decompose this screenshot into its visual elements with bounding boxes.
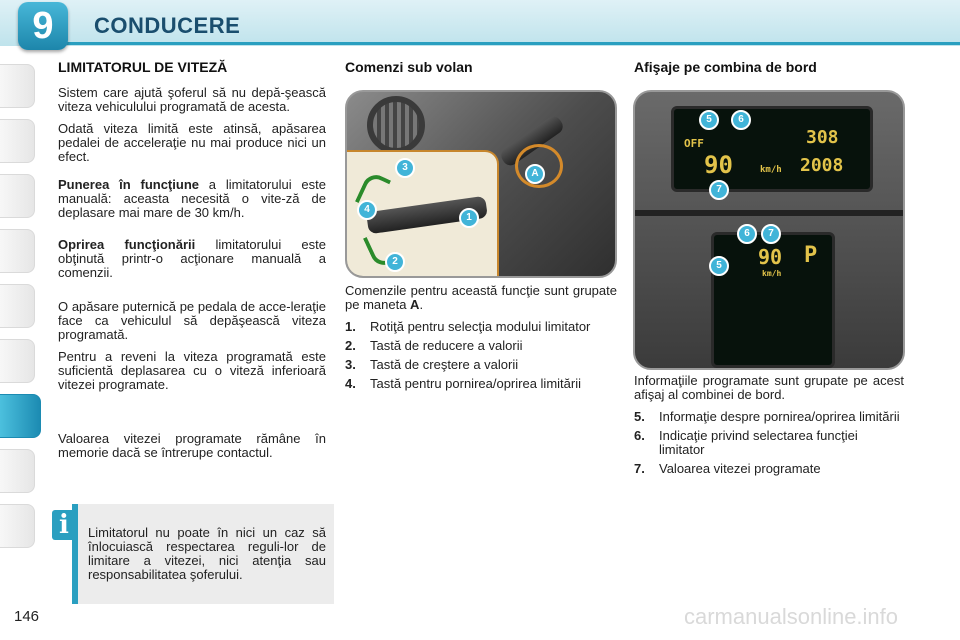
item-number: 2. [345, 338, 356, 353]
info-box [72, 504, 334, 604]
paragraph: Odată viteza limită este atinsă, apăsarea pedalei de acceleraţie nu mai produce nici un efect. [58, 121, 326, 164]
item-text: Rotiţă pentru selecţia modului limitator [370, 319, 591, 334]
item-number: 7. [634, 461, 645, 476]
speed-unit: km/h [762, 269, 782, 278]
paragraph [58, 178, 326, 220]
item-text: Tastă pentru pornirea/oprirea limitării [370, 376, 581, 391]
off-indicator: OFF [684, 137, 704, 150]
item-number: 3. [345, 357, 356, 372]
speed-unit: km/h [760, 165, 782, 175]
list-item [345, 358, 617, 372]
info-text: Limitatorul nu poate în nici un caz să înlocuiască respectarea reguli-lor de limitare a vitezei, nici atenţia sau responsabilitatea şoferului. [88, 525, 326, 582]
chapter-tab-active[interactable] [0, 394, 41, 438]
chapter-tab[interactable] [0, 339, 35, 383]
callout-a: A [525, 164, 545, 184]
chapter-title: CONDUCERE [94, 13, 241, 38]
speed-limiter-column [58, 60, 326, 468]
item-text: Tastă de creştere a valorii [370, 357, 519, 372]
divider [635, 210, 903, 216]
speed-value: 90 [704, 151, 733, 179]
item-number: 6. [634, 428, 645, 443]
callout-5: 5 [699, 110, 719, 130]
intro-part: Comenzile pentru această funcţie sunt grupate pe maneta [345, 283, 617, 312]
bold-term: Punerea în funcţiune [58, 177, 199, 192]
watermark: carmanualsonline.info [684, 604, 899, 629]
chapter-badge: 9 [18, 2, 68, 50]
steering-controls-column [345, 60, 617, 86]
list-item [345, 339, 617, 353]
chapter-tab[interactable] [0, 229, 35, 273]
chapter-tab[interactable] [0, 504, 35, 548]
item-text: Valoarea vitezei programate [659, 461, 821, 476]
item-text: Indicaţie privind selectarea funcţiei limitator [659, 428, 858, 457]
item-text: Informaţie despre pornirea/oprirea limitării [659, 409, 900, 424]
chapter-tab[interactable] [0, 119, 35, 163]
section-heading: Comenzi sub volan [345, 59, 473, 75]
bold-term: Oprirea funcţionării [58, 237, 196, 252]
chapter-tab[interactable] [0, 449, 35, 493]
intro-text [345, 284, 617, 312]
list-item [634, 462, 904, 476]
dashboard-display-column [634, 60, 904, 86]
header-line [60, 42, 960, 45]
item-number: 5. [634, 409, 645, 424]
paragraph: Pentru a reveni la viteza programată este suficientă deplasarea cu o viteză inferioară vitezei programate. [58, 349, 326, 392]
paragraph-text: a limitatorului este manuală: aceasta necesită o vite-ză de deplasare mai mare de 30 km/h. [58, 177, 326, 220]
item-number: 1. [345, 319, 356, 334]
callout-7: 7 [761, 224, 781, 244]
steering-stalk-photo [345, 90, 617, 278]
paragraph-text: limitatorului este obţinută printr-o acţionare manuală a comenzii. [58, 237, 326, 280]
paragraph [58, 238, 326, 280]
paragraph: Valoarea vitezei programate rămâne în memorie dacă se întrerupe contactul. [58, 431, 326, 460]
callout-3: 3 [395, 158, 415, 178]
park-indicator: P [804, 243, 818, 268]
dashboard-display-text [634, 374, 904, 481]
list-item [634, 410, 904, 424]
chapter-tab[interactable] [0, 174, 35, 218]
callout-7: 7 [709, 180, 729, 200]
paragraph: O apăsare puternică pe pedala de acce-leraţie face ca vehiculul să depăşească viteza programată. [58, 299, 326, 342]
section-heading: Afişaje pe combina de bord [634, 59, 817, 75]
callout-1: 1 [459, 208, 479, 228]
info-icon: i [52, 510, 76, 540]
chapter-tab[interactable] [0, 64, 35, 108]
item-text: Tastă de reducere a valorii [370, 338, 523, 353]
callout-6: 6 [731, 110, 751, 130]
intro-text: Informaţiile programate sunt grupate pe acest afişaj al combinei de bord. [634, 373, 904, 402]
odometer-value: 2008 [800, 155, 844, 176]
list-item [634, 429, 904, 457]
page-number: 146 [14, 608, 40, 625]
callout-6: 6 [737, 224, 757, 244]
callout-2: 2 [385, 252, 405, 272]
air-vent-icon [367, 96, 425, 154]
callout-4: 4 [357, 200, 377, 220]
instrument-panel-photo [633, 90, 905, 370]
list-item [345, 377, 617, 391]
bottom-display [711, 232, 835, 368]
intro-end: . [419, 297, 424, 312]
steering-controls-text [345, 284, 617, 396]
callout-5: 5 [709, 256, 729, 276]
stalk-letter: A [410, 297, 420, 312]
chapter-tab[interactable] [0, 284, 35, 328]
chapter-tabs [0, 64, 44, 559]
item-number: 4. [345, 376, 356, 391]
trip-value: 308 [806, 127, 839, 148]
list-item [345, 320, 617, 334]
paragraph: Sistem care ajută şoferul să nu depă-şească viteza vehiculului programată de acesta. [58, 85, 326, 114]
section-heading: LIMITATORUL DE VITEZĂ [58, 59, 228, 75]
speed-value: 90 [758, 245, 783, 269]
